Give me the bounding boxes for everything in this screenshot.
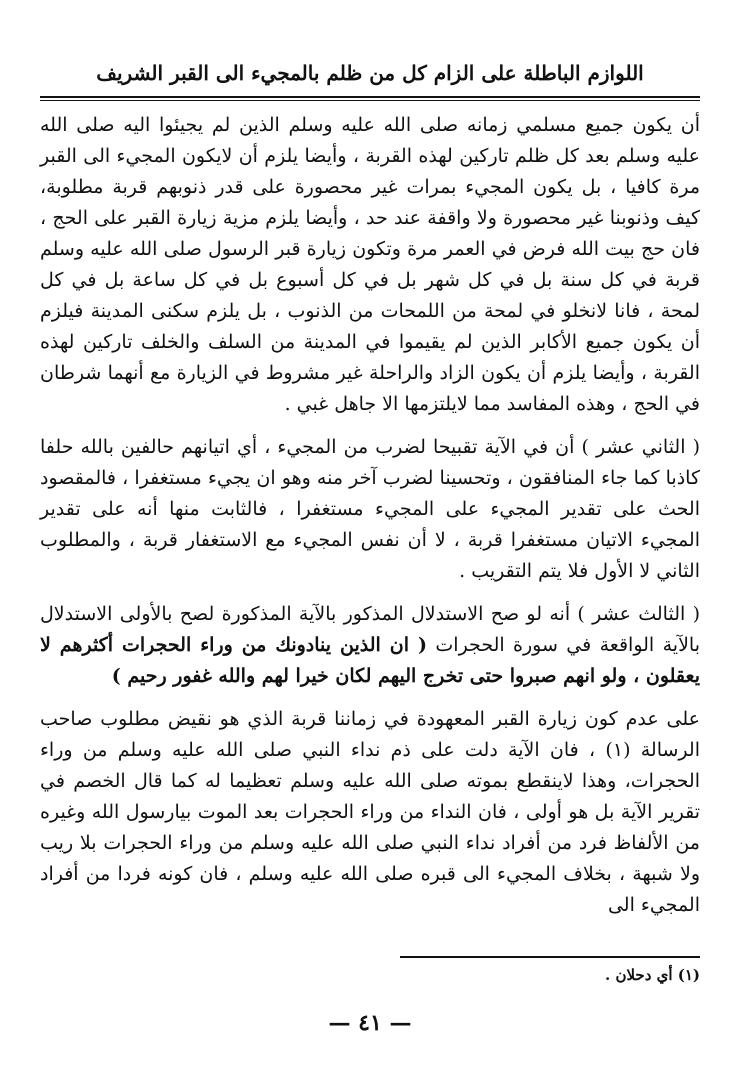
paragraph-3 <box>40 599 700 692</box>
paragraph-2: ( الثاني عشر ) أن في الآية تقبيحا لضرب من المجيء ، أي اتيانهم حالفين بالله حلفا كاذبا كما جاء المنافقون ، وتحسينا لضرب آخر منه وهو ان يجيء مستغفرا ، فالمقصود الحث على تقدير المجيء على المجيء مستغفرا ، فالثابت منها أنه على تقدير المجيء الاتيان مستغفرا قربة ، لا أن نفس المجيء مع الاستغفار قربة ، والمطلوب الثاني لا الأول فلا يتم التقريب . <box>40 436 700 582</box>
document-page <box>40 30 700 1070</box>
header-rule-thin <box>40 100 700 101</box>
paragraph-4: على عدم كون زيارة القبر المعهودة في زماننا قربة الذي هو نقيض مطلوب صاحب الرسالة (١) ، فان الآية دلت على ذم نداء النبي صلى الله عليه وسلم من وراء الحجرات، وهذا لاينقطع بموته صلى الله عليه وسلم تعظيما له كما قال الخصم في تقرير الآية بل هو أولى ، فان النداء من وراء الحجرات بعد الموت بيارسول الله وغيره من الألفاظ فرد من أفراد نداء النبي صلى الله عليه وسلم من وراء الحجرات بلا ريب ولا شبهة ، بخلاف المجيء الى قبره صلى الله عليه وسلم ، فان كونه فردا من أفراد المجيء الى <box>40 708 700 916</box>
page-number: — ٤١ — <box>328 1010 412 1036</box>
paragraph-1: أن يكون جميع مسلمي زمانه صلى الله عليه وسلم الذين لم يجيئوا اليه صلى الله عليه وسلم بعد كل ظلم تاركين لهذه القربة ، وأيضا يلزم أن لايكون المجيء الى القبر مرة كافيا ، بل يكون المجيء بمرات غير محصورة على قدر ذنوبهم قربة مطلوبة، كيف وذنوبنا غير محصورة ولا واقفة عند حد ، وأيضا يلزم مزية زيارة القبر على الحج ، فان حج بيت الله فرض في العمر مرة وتكون زيارة قبر الرسول صلى الله عليه وسلم قربة في كل سنة بل في كل شهر بل في كل أسبوع بل في كل ساعة بل في كل لمحة ، فانا لانخلو في لمحة من اللمحات من الذنوب ، بل يلزم سكنى المدينة فيلزم أن يكون جميع الأكابر الذين لم يقيموا في المدينة من السلف والخلف تاركين لهذه القربة ، وأيضا يلزم أن يكون الزاد والراحلة غير مشروط في الزيارة مع أنهما شرطان في الحج ، وهذه المفاسد مما لايلتزمها الا جاهل غبي . <box>40 114 700 415</box>
footnote-rule <box>400 956 700 958</box>
running-header: اللوازم الباطلة على الزام كل من ظلم بالمجيء الى القبر الشريف <box>96 61 644 85</box>
paragraph-3-intro: ( الثالث عشر ) أنه لو صح الاستدلال المذكور بالآية المذكورة لصح بالأولى الاستدلال بالآية الواقعة في سورة الحجرات <box>40 603 700 656</box>
header-rule <box>40 96 700 98</box>
footnote: (١) أي دحلان . <box>605 966 700 984</box>
body-text <box>40 110 700 933</box>
quranic-verse: ( ان الذين ينادونك من وراء الحجرات أكثرهم لا يعقلون ، ولو انهم صبروا حتى تخرج اليهم لكان خيرا لهم والله غفور رحيم ) <box>40 634 700 687</box>
